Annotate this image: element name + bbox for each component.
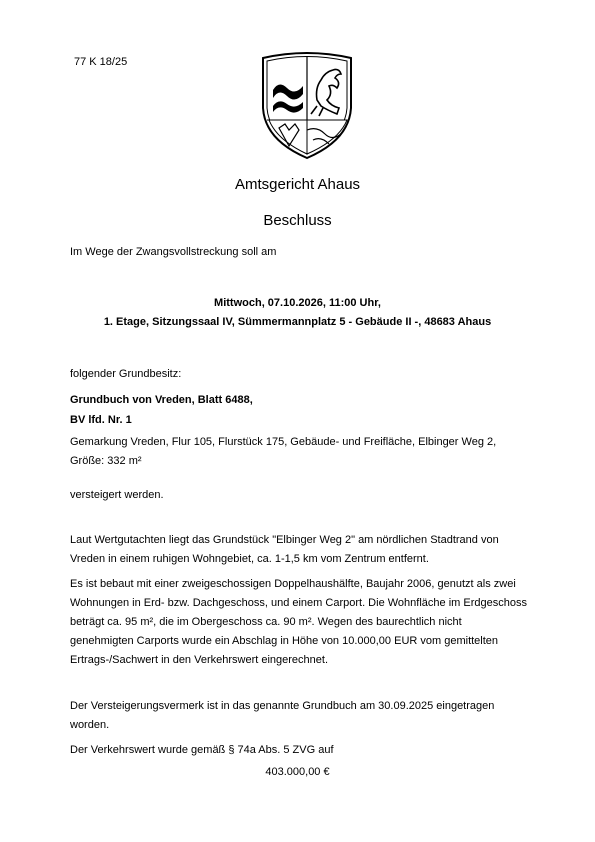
versteigert-text: versteigert werden. bbox=[70, 489, 164, 501]
court-name: Amtsgericht Ahaus bbox=[234, 176, 361, 193]
market-value: 403.000,00 € bbox=[265, 766, 330, 778]
bv-line: BV lfd. Nr. 1 bbox=[70, 414, 132, 426]
gemarkung-text: Gemarkung Vreden, Flur 105, Flurstück 175, Gebäude- und Freifläche, Elbinger Weg 2, Größe: 332 m² bbox=[70, 436, 497, 467]
paragraph-location: Laut Wertgutachten liegt das Grundstück "Elbinger Weg 2" am nördlichen Stadtrand von Vreden in einem ruhigen Wohngebiet, ca. 1-1,5 km vom Zentrum entfernt. bbox=[70, 534, 499, 565]
auction-location: 1. Etage, Sitzungssaal IV, Sümmermannplatz 5 - Gebäude II -, 48683 Ahaus bbox=[103, 316, 492, 328]
grundbuch-line: Grundbuch von Vreden, Blatt 6488, bbox=[70, 394, 253, 406]
document-heading: Beschluss bbox=[263, 212, 332, 229]
auction-date: Mittwoch, 07.10.2026, 11:00 Uhr, bbox=[214, 297, 381, 309]
property-label: folgender Grundbesitz: bbox=[70, 368, 182, 380]
paragraph-building: Es ist bebaut mit einer zweigeschossigen Doppelhaushälfte, Baujahr 2006, genutzt als zwei Wohnungen in Erd- bzw. Dachgeschoss, und einem Carport. Die Wohnfläche im Erdgeschoss beträgt ca. 95 m², die im Obergeschoss ca. 90 m². Wegen des baurechtlich nicht genehmigten Carports wurde ein Abschlag in Höhe von 10.000,00 EUR vom gemittelten Ertrags-/Sachwert in den Verkehrswert eingerechnet. bbox=[70, 578, 527, 666]
case-number: 77 K 18/25 bbox=[74, 56, 128, 68]
paragraph-registration: Der Versteigerungsvermerk ist in das genannte Grundbuch am 30.09.2025 eingetragen worden. bbox=[70, 700, 495, 731]
coat-of-arms-icon bbox=[259, 50, 355, 160]
paragraph-market-value: Der Verkehrswert wurde gemäß § 74a Abs. 5 ZVG auf bbox=[70, 744, 334, 756]
intro-text: Im Wege der Zwangsvollstreckung soll am bbox=[70, 246, 277, 258]
